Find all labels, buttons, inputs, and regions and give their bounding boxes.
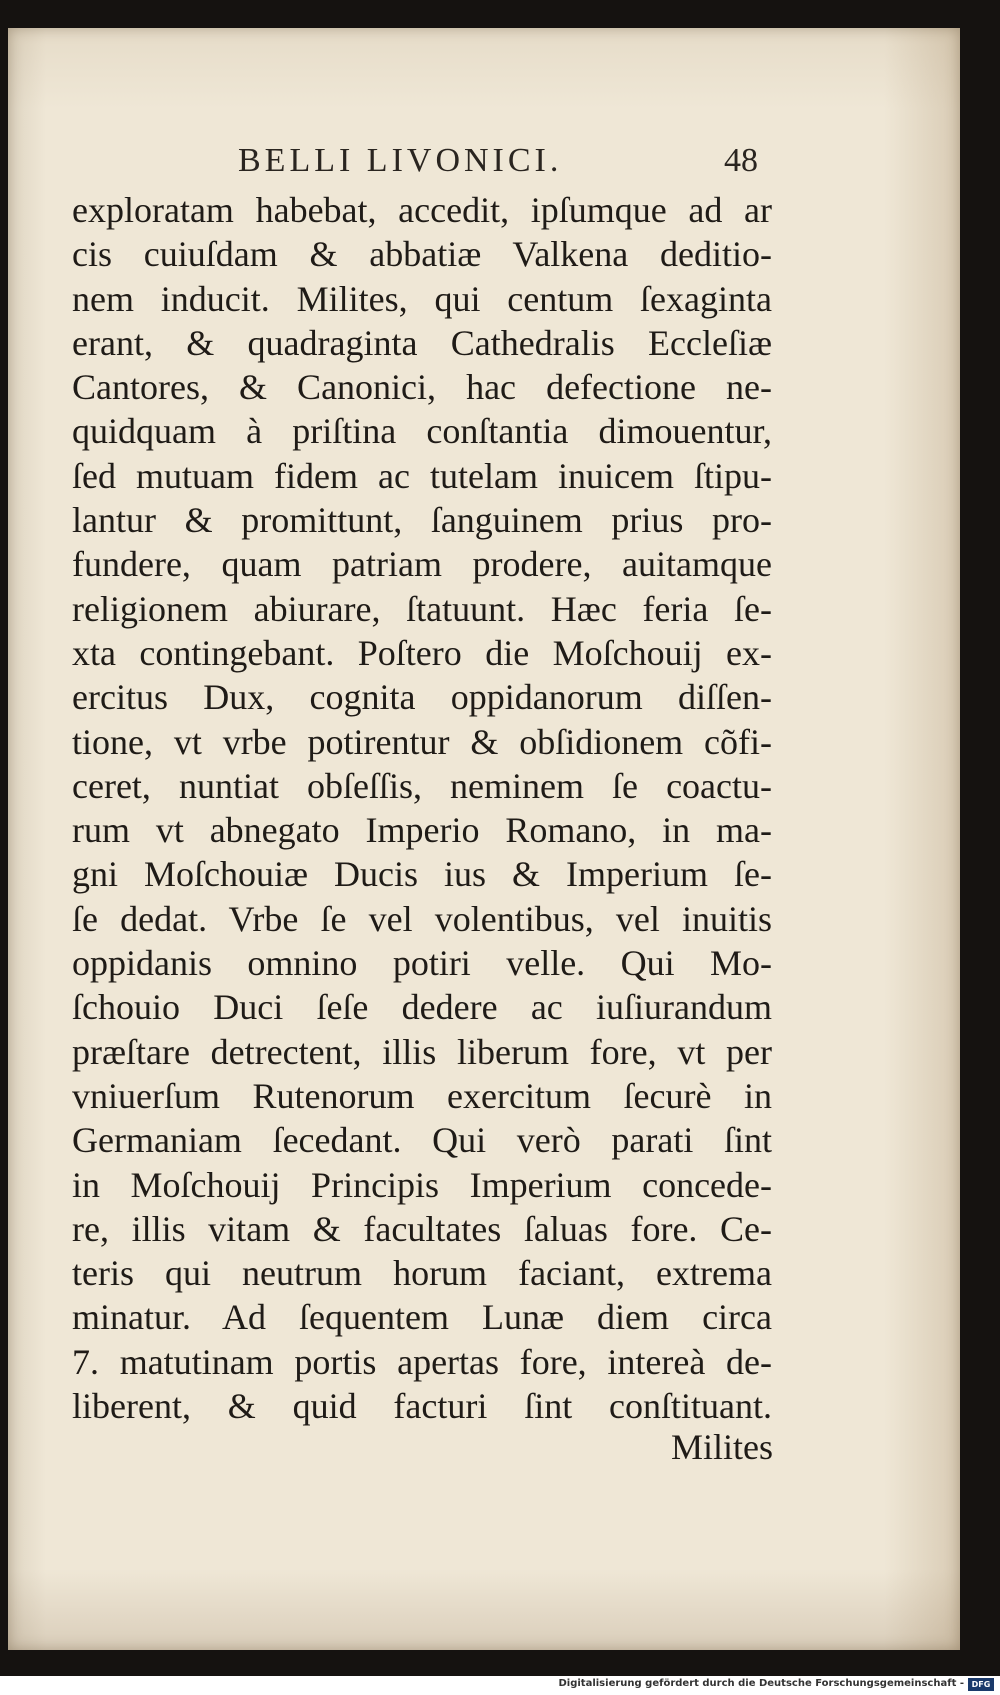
text-line: fundere, quam patriam prodere, auitamque [72, 544, 772, 585]
text-line: Cantores, & Canonici, hac defectione ne- [72, 367, 772, 408]
text-line: ſe dedat. Vrbe ſe vel volentibus, vel inuitis [72, 898, 772, 939]
text-line: minatur. Ad ſequentem Lunæ diem circa [72, 1297, 772, 1338]
text-line: præſtare detrectent, illis liberum fore, vt per [72, 1031, 772, 1072]
body-text [72, 188, 772, 1428]
text-line: ſed mutuam fidem ac tutelam inuicem ſtipu- [72, 455, 772, 496]
text-line: lantur & promittunt, ſanguinem prius pro- [72, 500, 772, 541]
page-header [238, 142, 758, 182]
book-page [8, 28, 960, 1650]
text-line: teris qui neutrum horum faciant, extrema [72, 1253, 772, 1294]
text-line: erant, & quadraginta Cathedralis Eccleſiæ [72, 322, 772, 363]
text-line: tione, vt vrbe potirentur & obſidionem cõfi- [72, 721, 772, 762]
text-line: liberent, & quid facturi ſint conſtituant. [72, 1386, 772, 1427]
text-line: exploratam habebat, accedit, ipſumque ad ar [72, 190, 772, 230]
running-head: BELLI LIVONICI. [238, 142, 563, 179]
digitization-footer [0, 1676, 1000, 1695]
text-line: xta contingebant. Poſtero die Moſchouij ex- [72, 632, 772, 673]
text-line: re, illis vitam & facultates ſaluas fore. Ce- [72, 1208, 772, 1249]
text-line: oppidanis omnino potiri velle. Qui Mo- [72, 943, 772, 984]
text-line: ercitus Dux, cognita oppidanorum diſſen- [72, 677, 772, 718]
dfg-logo-icon: DFG [968, 1678, 994, 1691]
text-line: vniuerſum Rutenorum exercitum ſecurè in [72, 1075, 772, 1116]
text-line: in Moſchouij Principis Imperium concede- [72, 1164, 772, 1205]
text-line: 7. matutinam portis apertas fore, intereà de- [72, 1341, 772, 1382]
text-line: quidquam à priſtina conſtantia dimouentur, [72, 411, 772, 452]
catchword: Milites [670, 1427, 773, 1467]
text-line: religionem abiurare, ſtatuunt. Hæc feria ſe- [72, 588, 772, 629]
text-line: nem inducit. Milites, qui centum ſexaginta [72, 278, 772, 319]
text-line: ceret, nuntiat obſeſſis, neminem ſe coactu- [72, 765, 772, 806]
page-number: 48 [724, 142, 758, 179]
text-line: gni Moſchouiæ Ducis ius & Imperium ſe- [72, 854, 772, 895]
funding-credit: Digitalisierung gefördert durch die Deutsche Forschungsgemeinschaft - [558, 1678, 964, 1689]
text-line: ſchouio Duci ſeſe dedere ac iuſiurandum [72, 987, 772, 1028]
text-line: cis cuiuſdam & abbatiæ Valkena deditio- [72, 234, 772, 275]
text-line: Germaniam ſecedant. Qui verò parati ſint [72, 1120, 772, 1161]
text-line: rum vt abnegato Imperio Romano, in ma- [72, 810, 772, 851]
